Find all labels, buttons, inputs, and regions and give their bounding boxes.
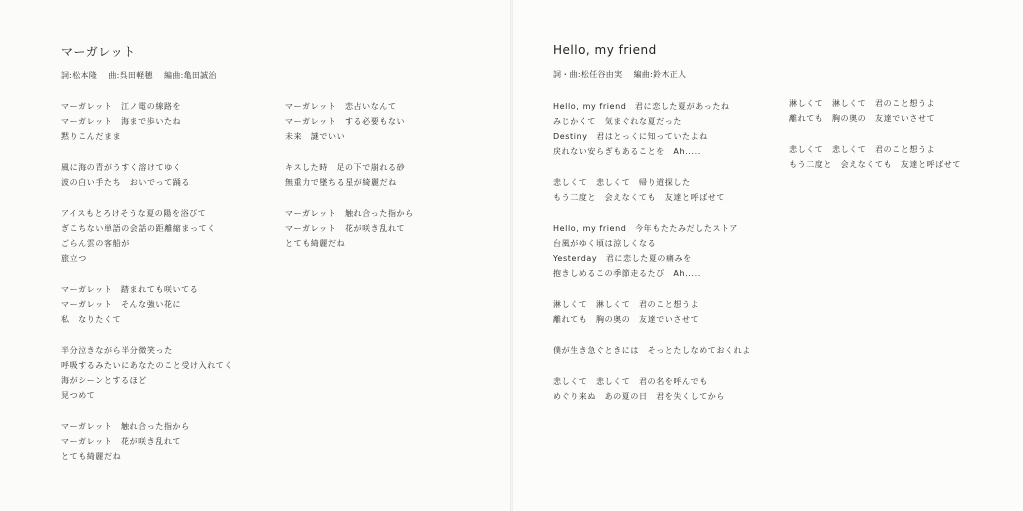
lyric-line: 悲しくて 悲しくて 君の名を呼んでも [553,377,708,386]
song1-lyrics-column-1 [61,99,233,480]
lyric-line: 黙りこんだまま [61,132,122,141]
lyric-line: 私 なりたくて [61,315,122,324]
lyric-line: Hello, my friend 君に恋した夏があったね [553,102,730,111]
lyric-line: 見つめて [61,391,96,400]
lyric-line: マーガレット 花が咲き乱れて [285,224,406,233]
lyric-line: マーガレット 触れ合った指から [285,209,414,218]
lyric-line: Destiny 君はとっくに知っていたよね [553,132,708,141]
lyric-stanza [61,419,233,464]
lyric-line: 半分泣きながら半分微笑った [61,346,173,355]
lyric-line: 悲しくて 悲しくて 君のこと想うよ [789,145,936,154]
lyric-line: Hello, my friend 今年もたたみだしたストア [553,224,738,233]
lyric-line: ぎこちない単語の会話の距離縮まってく [61,224,216,233]
lyric-line: 戻れない安らぎもあることを Ah..... [553,147,701,156]
lyric-line: マーガレット 踏まれても咲いてる [61,285,199,294]
lyric-line: とても綺麗だね [285,239,346,248]
lyric-line: 波の白い手たち おいでって踊る [61,178,190,187]
lyric-line: アイスもとろけそうな夏の陽を浴びて [61,209,207,218]
lyric-stanza [285,206,414,251]
lyric-line: キスした時 足の下で崩れる砂 [285,163,406,172]
lyric-stanza [789,142,961,172]
lyric-stanza [789,96,961,126]
lyric-stanza [553,374,751,404]
lyric-line: 呼吸するみたいにあなたのこと受け入れてく [61,361,233,370]
lyric-line: 風に海の青がうすく溶けてゆく [61,163,182,172]
lyric-line: マーガレット 花が咲き乱れて [61,437,182,446]
lyric-line: マーガレット 恋占いなんて [285,102,397,111]
lyric-stanza [553,297,751,327]
lyric-line: 悲しくて 悲しくて 帰り道探した [553,178,691,187]
lyric-line: ごらん雲の客船が [61,239,130,248]
lyric-line: 離れても 胸の奥の 友達でいさせて [789,114,936,123]
lyric-line: 未来 謎でいい [285,132,346,141]
lyric-stanza [553,221,751,281]
lyric-stanza [285,160,414,190]
lyric-stanza [553,99,751,159]
lyric-line: 淋しくて 淋しくて 君のこと想うよ [789,99,936,108]
lyric-stanza [61,282,233,327]
lyric-line: みじかくて 気まぐれな夏だった [553,117,682,126]
song2-credits: 詞・曲:松任谷由実 編曲:鈴木正人 [553,70,687,79]
lyric-stanza [553,175,751,205]
lyric-stanza [553,343,751,358]
lyric-line: マーガレット する必要もない [285,117,406,126]
lyric-line: 台風がゆく頃は涼しくなる [553,239,657,248]
lyric-line: 旅立つ [61,254,87,263]
lyric-line: 僕が生き急ぐときには そっとたしなめておくれよ [553,346,751,355]
song2-lyrics-column-2 [789,96,961,188]
song1-credits: 詞:松本隆 曲:呉田軽穂 編曲:亀田誠治 [61,71,217,80]
lyric-line: マーガレット 触れ合った指から [61,422,190,431]
lyric-stanza [61,99,233,144]
song1-title: マーガレット [61,45,136,59]
lyric-line: めぐり来ぬ あの夏の日 君を失くしてから [553,392,725,401]
lyric-line: マーガレット 海まで歩いたね [61,117,182,126]
lyric-line: Yesterday 君に恋した夏の痛みを [553,254,692,263]
lyric-line: マーガレット そんな強い花に [61,300,182,309]
lyric-line: 淋しくて 淋しくて 君のこと想うよ [553,300,700,309]
lyric-stanza [61,160,233,190]
lyric-line: もう二度と 会えなくても 友達と呼ばせて [789,160,961,169]
lyric-line: 無重力で墜ちる星が綺麗だね [285,178,397,187]
lyric-stanza [61,206,233,266]
page-fold [510,0,513,511]
lyric-stanza [61,343,233,403]
lyric-line: 抱きしめるこの季節走るたび Ah..... [553,269,701,278]
lyric-line: マーガレット 江ノ電の線路を [61,102,182,111]
song1-lyrics-column-2 [285,99,414,267]
lyric-line: 海がシーンとするほど [61,376,147,385]
song2-title: Hello, my friend [553,43,657,57]
song2-lyrics-column-1 [553,99,751,420]
lyric-line: もう二度と 会えなくても 友達と呼ばせて [553,193,725,202]
lyric-line: 離れても 胸の奥の 友達でいさせて [553,315,700,324]
lyric-stanza [285,99,414,144]
lyric-line: とても綺麗だね [61,452,122,461]
